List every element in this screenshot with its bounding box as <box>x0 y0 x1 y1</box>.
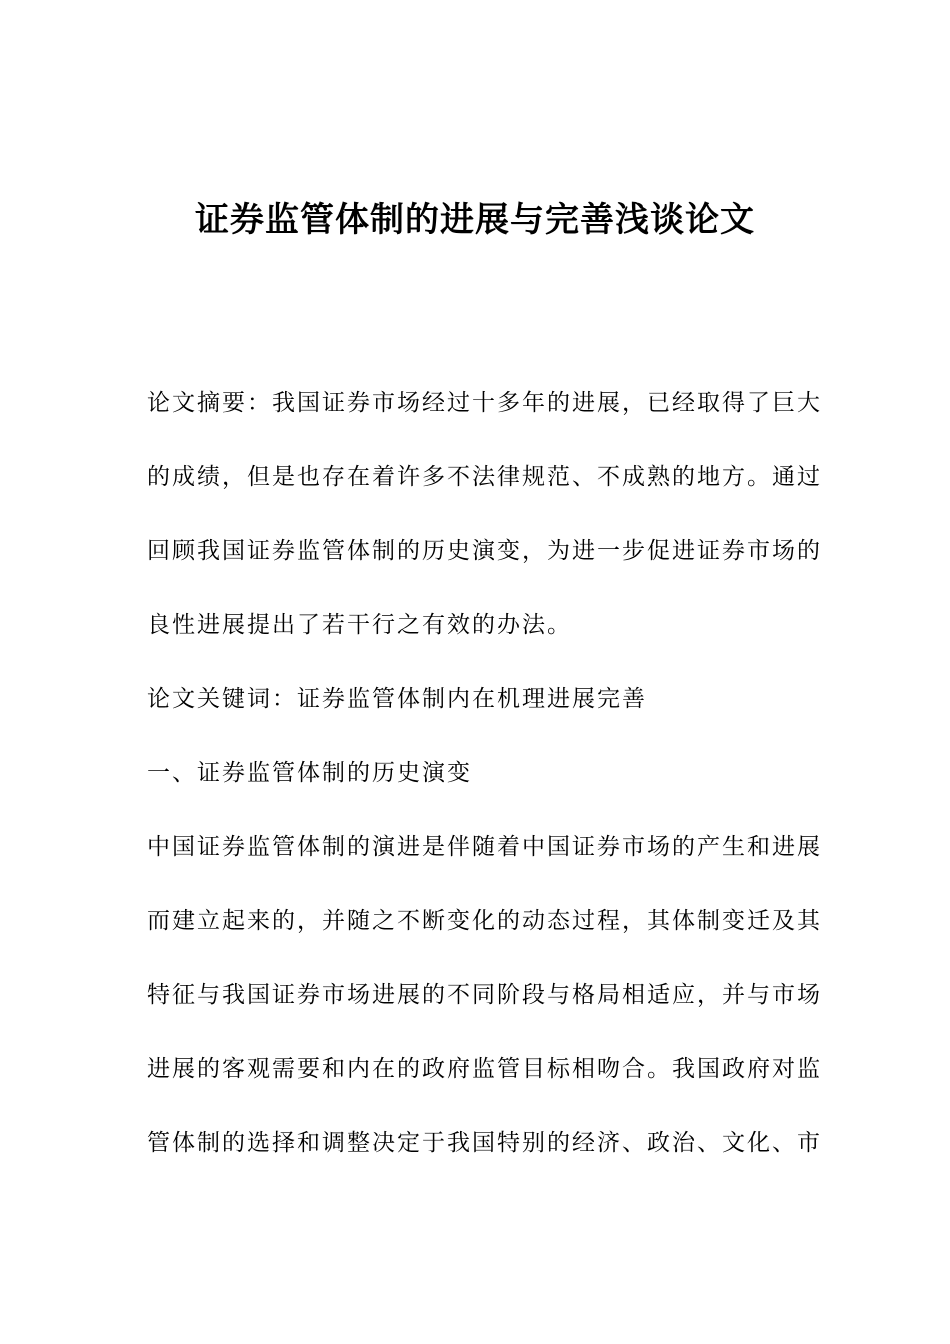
section-heading: 一、证券监管体制的历史演变 <box>147 760 472 786</box>
section-paragraph-line: 中国证券监管体制的演进是伴随着中国证券市场的产生和进展 <box>147 834 822 860</box>
document-title: 证券监管体制的进展与完善浅谈论文 <box>195 200 755 240</box>
abstract-line: 的成绩，但是也存在着许多不法律规范、不成熟的地方。通过 <box>147 464 822 490</box>
abstract-line: 论文摘要：我国证券市场经过十多年的进展，已经取得了巨大 <box>147 390 822 416</box>
keywords-line: 论文关键词：证券监管体制内在机理进展完善 <box>147 686 647 712</box>
section-paragraph-line: 管体制的选择和调整决定于我国特别的经济、政治、文化、市 <box>147 1130 822 1156</box>
section-paragraph-line: 而建立起来的，并随之不断变化的动态过程，其体制变迁及其 <box>147 908 822 934</box>
abstract-line: 良性进展提出了若干行之有效的办法。 <box>147 612 572 638</box>
document-body <box>147 366 822 1180</box>
section-paragraph-line: 进展的客观需要和内在的政府监管目标相吻合。我国政府对监 <box>147 1056 822 1082</box>
section-paragraph-line: 特征与我国证券市场进展的不同阶段与格局相适应，并与市场 <box>147 982 822 1008</box>
abstract-line: 回顾我国证券监管体制的历史演变，为进一步促进证券市场的 <box>147 538 822 564</box>
